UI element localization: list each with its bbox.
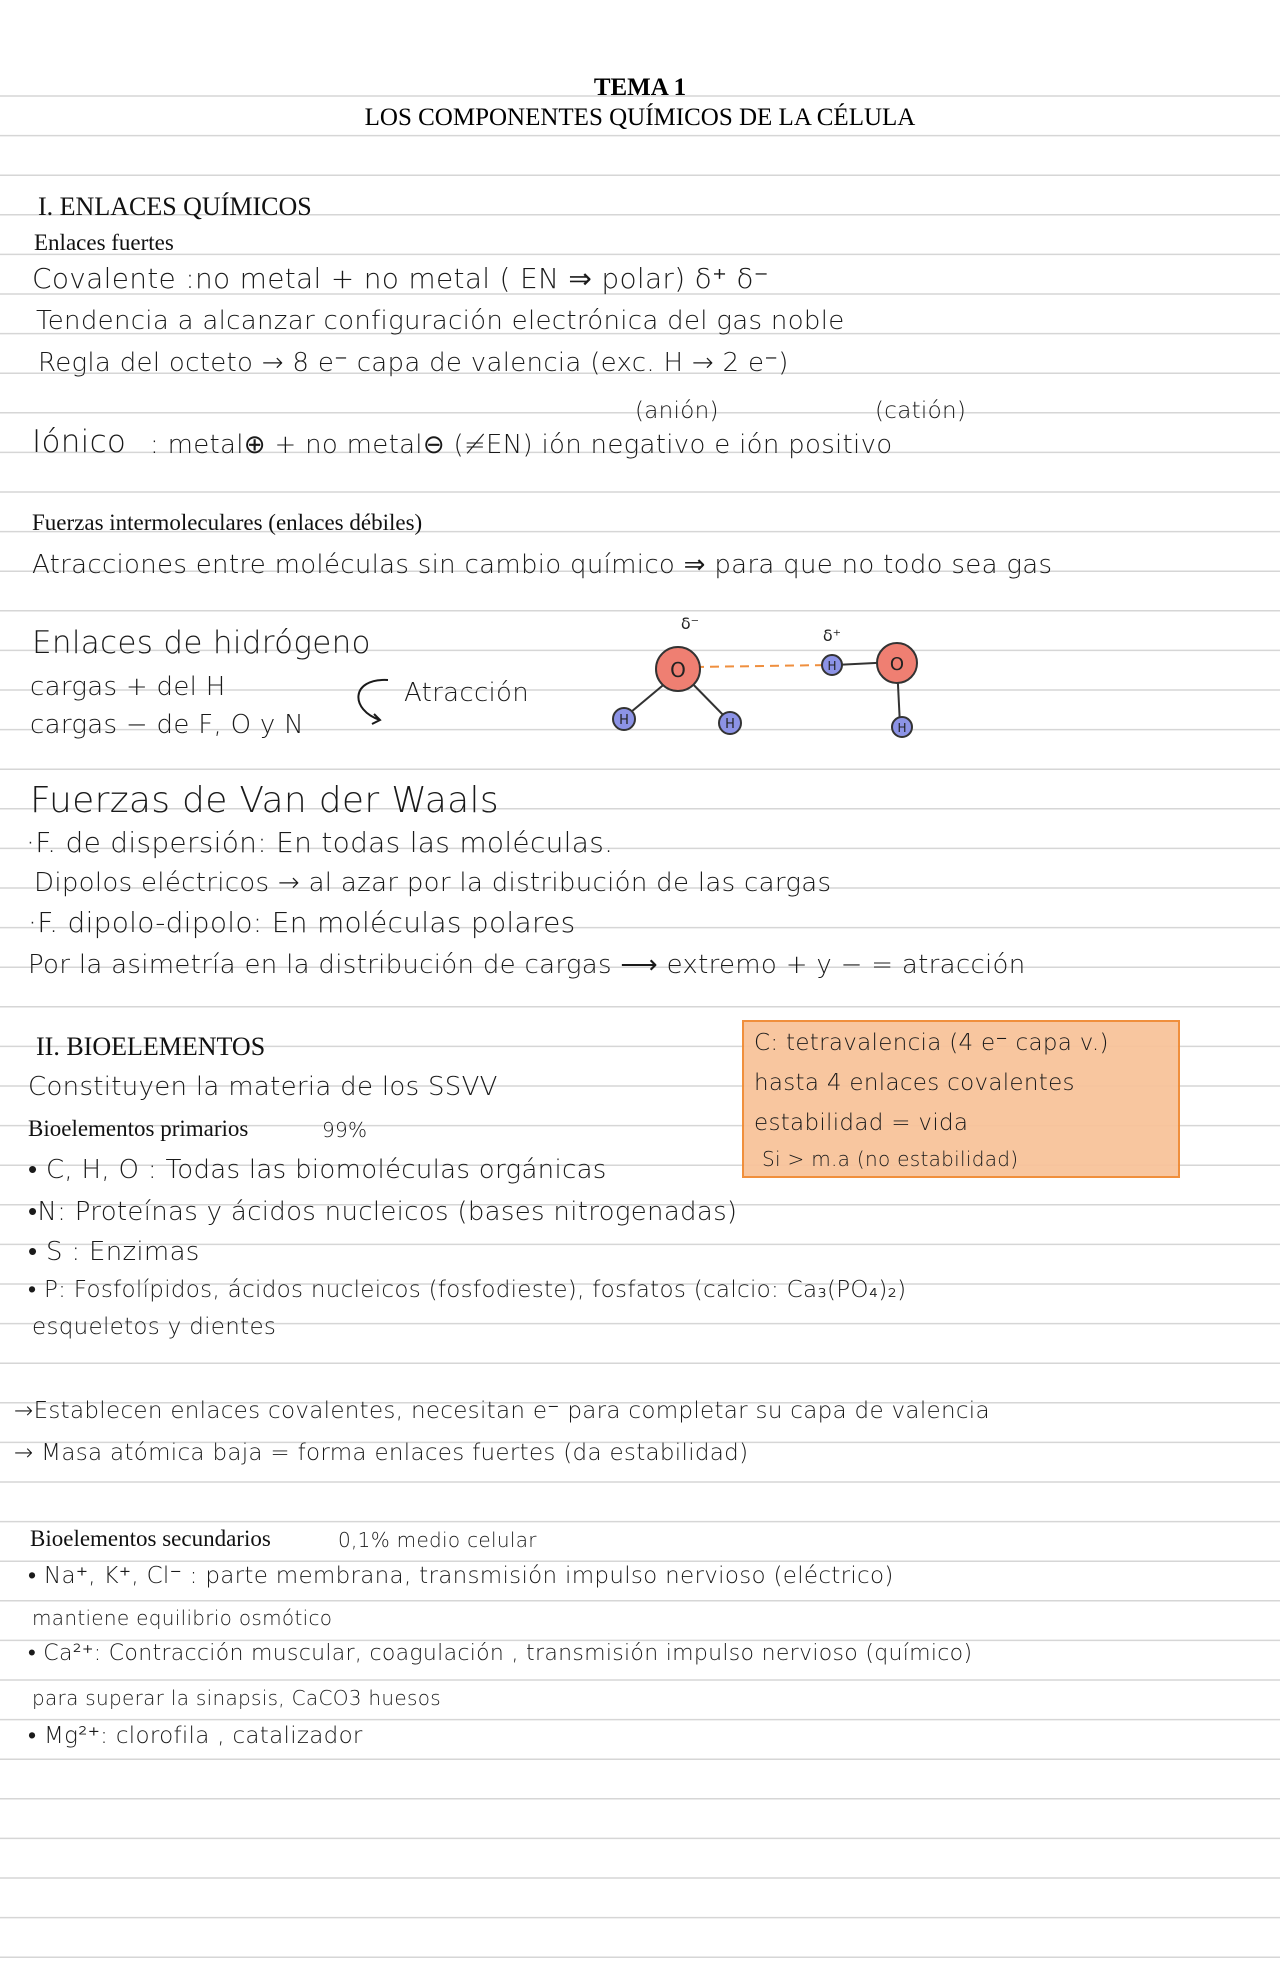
dipoles-line: Dipolos eléctricos → al azar por la distribución de las cargas — [34, 868, 832, 898]
chon-line: • C, H, O : Todas las biomoléculas orgánicas — [28, 1155, 607, 1185]
oxygen-label-2: O — [889, 654, 905, 675]
hydrogen-bond-dash — [695, 665, 830, 667]
note-line-1: C: tetravalencia (4 e⁻ capa v.) — [754, 1030, 1109, 1056]
primary-percentage: 99% — [322, 1118, 368, 1142]
covalent-note: →Establecen enlaces covalentes, necesitan e⁻ para completar su capa de valencia — [14, 1398, 990, 1424]
hbond-title: Enlaces de hidrógeno — [32, 625, 371, 661]
magnesium-line: • Mg²⁺: clorofila , catalizador — [28, 1723, 363, 1749]
secondary-label: Bioelementos secundarios — [30, 1526, 271, 1551]
nitrogen-line: •N: Proteínas y ácidos nucleicos (bases nitrogenadas) — [28, 1197, 738, 1227]
hydrogen-label-2: H — [725, 717, 735, 732]
attraction-label: Atracción — [404, 678, 530, 708]
dispersion-line: ·F. de dispersión: En todas las moléculas. — [26, 826, 614, 859]
vdw-title: Fuerzas de Van der Waals — [30, 780, 499, 821]
ions-line-2: mantiene equilibrio osmótico — [32, 1606, 333, 1630]
calcium-line-2: para superar la sinapsis, CaCO3 huesos — [32, 1686, 441, 1710]
asymmetry-line: Por la asimetría en la distribución de cargas ⟶ extremo + y − = atracción — [28, 950, 1026, 980]
delta-minus-label: δ⁻ — [680, 615, 700, 633]
calcium-line: • Ca²⁺: Contracción muscular, coagulación , transmisión impulso nervioso (químico) — [28, 1641, 973, 1666]
ionic-term: Iónico — [32, 424, 127, 460]
hydrogen-label-1: H — [619, 713, 629, 728]
note-line-4: Si > m.a (no estabilidad) — [762, 1147, 1019, 1171]
constitute-line: Constituyen la materia de los SSVV — [28, 1072, 498, 1102]
cation-label: (catión) — [875, 398, 967, 424]
curved-arrow — [340, 672, 410, 732]
ionic-line: : metal⊕ + no metal⊖ (≠EN) ión negativo e ión positivo — [150, 430, 893, 460]
anion-label: (anión) — [635, 398, 719, 424]
title-block — [0, 74, 1280, 132]
primary-label: Bioelementos primarios — [28, 1116, 249, 1141]
hydrogen-label-3: H — [827, 659, 837, 673]
tendency-line: Tendencia a alcanzar configuración electrónica del gas noble — [36, 306, 845, 336]
octet-line: Regla del octeto → 8 e⁻ capa de valencia (exc. H → 2 e⁻) — [38, 348, 789, 378]
secondary-percentage: 0,1% medio celular — [338, 1528, 537, 1552]
sulfur-line: • S : Enzimas — [28, 1237, 200, 1267]
hydrogen-label-4: H — [897, 721, 907, 735]
hbond-line-1: cargas + del H — [30, 672, 226, 702]
page-subtitle: LOS COMPONENTES QUÍMICOS DE LA CÉLULA — [364, 104, 916, 131]
covalent-line: Covalente :no metal + no metal ( EN ⇒ polar) δ⁺ δ⁻ — [32, 262, 769, 295]
section-heading-bioelementos: II. BIOELEMENTOS — [36, 1032, 266, 1061]
mass-note: → Masa atómica baja = forma enlaces fuertes (da estabilidad) — [14, 1440, 749, 1466]
ions-line: • Na⁺, K⁺, Cl⁻ : parte membrana, transmisión impulso nervioso (eléctrico) — [28, 1563, 894, 1589]
dipole-dipole-line: ·F. dipolo-dipolo: En moléculas polares — [28, 906, 576, 939]
weak-bonds-label: Fuerzas intermoleculares (enlaces débiles) — [32, 510, 423, 535]
page-title: TEMA 1 — [593, 74, 687, 101]
phosphorus-line-2: esqueletos y dientes — [32, 1314, 277, 1340]
hbond-line-2: cargas − de F, O y N — [30, 710, 304, 740]
note-line-2: hasta 4 enlaces covalentes — [754, 1070, 1075, 1096]
strong-bonds-label: Enlaces fuertes — [34, 230, 174, 255]
note-line-3: estabilidad = vida — [754, 1110, 969, 1136]
section-heading-enlaces: I. ENLACES QUÍMICOS — [38, 192, 312, 221]
delta-plus-label: δ⁺ — [822, 626, 842, 645]
oxygen-label-1: O — [670, 658, 686, 682]
attraction-line: Atracciones entre moléculas sin cambio químico ⇒ para que no todo sea gas — [32, 550, 1053, 580]
hydrogen-bond-diagram — [600, 615, 940, 745]
phosphorus-line: • P: Fosfolípidos, ácidos nucleicos (fosfodieste), fosfatos (calcio: Ca₃(PO₄)₂) — [28, 1277, 907, 1303]
